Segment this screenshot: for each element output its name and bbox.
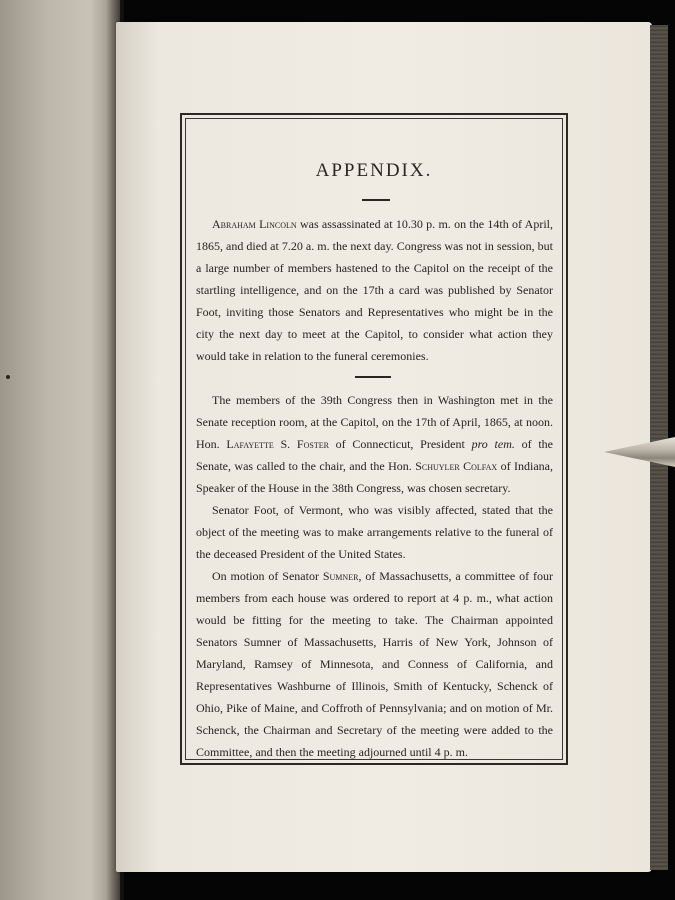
- text-run: , of Massachusetts, a committee of four members from each house was ordered to report at 4 p. m., what action would be fitting for the meeting to take. The Chairman appointed Senators Sumner of Massachusetts, Harris of New York, Johnson of Maryland, Ramsey of Minnesota, and Conness of California, and Representatives Washburne of Illinois, Smith of Kentucky, Schenck of Ohio, Pike of Maine, and Coffroth of Pennsylvania; and on motion of Mr. Schenck, the Chairman and Secretary of the meeting were added to the Committee, and then the meeting adjourned until 4 p. m.: [196, 569, 554, 759]
- left-page: [0, 0, 120, 900]
- paragraph-assassination: [196, 213, 553, 367]
- paragraph-meeting: [196, 389, 553, 499]
- text-run: of Indiana, Speaker of the House in the 38th Congress, was chosen secretary.: [196, 459, 553, 495]
- page-border-frame: [180, 113, 568, 765]
- paragraph-committee: [196, 565, 553, 763]
- paragraph-text: was assassinated at 10.30 p. m. on the 14th of April, 1865, and died at 7.20 a. m. the next day. Congress was not in session, but a large number of members hastened to the Capitol on the receipt of the startling intelligence, and on the 17th a card was published by Senator Foot, inviting those Senators and Representatives who might be in the city the next day to meet at the Capitol, to consider what action they would take in relation to the funeral ceremonies.: [196, 217, 553, 363]
- section-rule: [355, 376, 391, 378]
- name-colfax: Schuyler Colfax: [415, 459, 498, 473]
- page-title: APPENDIX.: [315, 160, 433, 181]
- paper-spot: [6, 375, 10, 379]
- name-sumner: Sumner: [322, 569, 359, 583]
- text-run: of Connecticut, President: [328, 437, 472, 451]
- name-lincoln: Abraham Lincoln: [212, 217, 297, 231]
- text-run: of the Senate, was called to the chair, and the Hon.: [196, 437, 554, 473]
- text-run: On motion of Senator: [212, 569, 323, 583]
- title-rule: [362, 199, 390, 201]
- section-2: [196, 389, 553, 763]
- italic-pro-tem: pro tem.: [471, 437, 515, 451]
- text-run: The members of the 39th Congress then in Washington met in the Senate reception room, at the Capitol, on the 17th of April, 1865, at noon. Hon.: [196, 393, 553, 451]
- name-foster: Lafayette S. Foster: [226, 437, 329, 451]
- paragraph-foot: Senator Foot, of Vermont, who was visibly affected, stated that the object of the meeting was to make arrangements relative to the funeral of the deceased President of the United States.: [196, 503, 553, 561]
- section-1: [196, 213, 553, 367]
